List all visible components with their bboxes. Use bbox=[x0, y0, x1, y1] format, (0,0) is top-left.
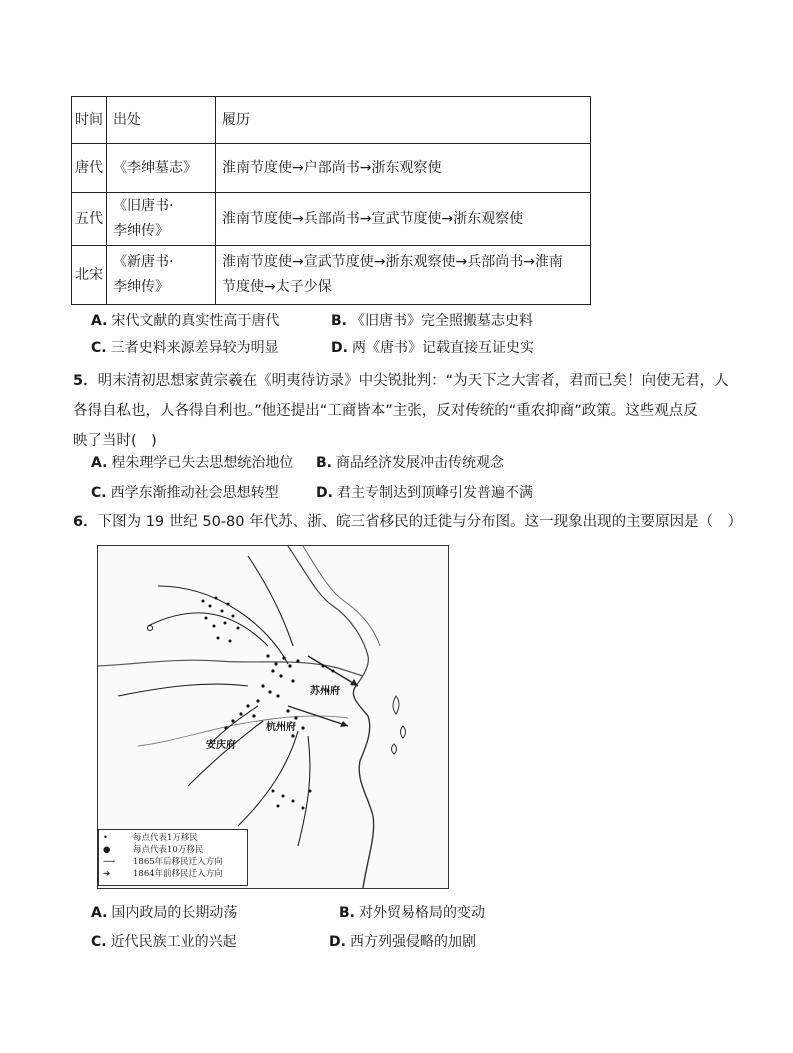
table-header-cell: 时间 bbox=[72, 97, 107, 144]
table-cell-career: 淮南节度使→户部尚书→浙东观察使 bbox=[216, 144, 591, 193]
q4-option-a[interactable]: A. 宋代文献的真实性高于唐代 bbox=[91, 313, 280, 329]
table-cell-source bbox=[107, 246, 216, 305]
legend-item: ● 每点代表10万移民 bbox=[103, 845, 204, 855]
q5-line-1: 5．明末清初思想家黄宗羲在《明夷待访录》中尖锐批判：“为天下之大害者，君而已矣！向使无君，人 bbox=[73, 373, 729, 389]
table-header-row bbox=[72, 97, 591, 144]
table-cell-period: 北宋 bbox=[72, 246, 107, 305]
career-line: 淮南节度使→宣武节度使→浙东观察使→兵部尚书→淮南 bbox=[222, 254, 563, 270]
label-hangzhou: 杭州府 bbox=[266, 722, 296, 733]
migration-map bbox=[97, 545, 449, 889]
q5-option-b[interactable]: B. 商品经济发展冲击传统观念 bbox=[316, 455, 504, 471]
q6-option-a[interactable]: A. 国内政局的长期动荡 bbox=[91, 905, 238, 921]
q4-option-c[interactable]: C. 三者史料来源差异较为明显 bbox=[91, 340, 279, 356]
legend-item: • 每点代表1万移民 bbox=[103, 833, 198, 843]
q4-option-b[interactable]: B. 《旧唐书》完全照搬墓志史料 bbox=[331, 313, 533, 329]
source-line: 李绅传》 bbox=[113, 279, 169, 295]
label-suzhou: 苏州府 bbox=[310, 686, 340, 697]
source-line: 《新唐书· bbox=[113, 254, 174, 270]
table-row bbox=[72, 144, 591, 193]
q6-option-c[interactable]: C. 近代民族工业的兴起 bbox=[91, 934, 237, 950]
table-row bbox=[72, 193, 591, 246]
map-legend bbox=[98, 829, 248, 886]
table-cell-career bbox=[216, 246, 591, 305]
q5-line-3: 映了当时( ) bbox=[73, 433, 157, 449]
table-cell-period: 唐代 bbox=[72, 144, 107, 193]
table-row bbox=[72, 246, 591, 305]
label-anqing: 安庆府 bbox=[206, 740, 236, 751]
legend-item: ⟶ 1865年后移民迁入方向 bbox=[103, 857, 223, 867]
source-line: 《旧唐书· bbox=[113, 198, 174, 214]
q5-line-2: 各得自私也，人各得自利也。”他还提出“工商皆本”主张，反对传统的“重农抑商”政策。这些观点反 bbox=[73, 403, 698, 419]
source-line: 李绅传》 bbox=[113, 223, 169, 239]
q5-option-a[interactable]: A. 程朱理学已失去思想统治地位 bbox=[91, 455, 294, 471]
question-6: 6．下图为 19 世纪 50-80 年代苏、浙、皖三省移民的迁徙与分布图。这一现象出现的主要原因是（ ） bbox=[73, 514, 743, 530]
table-cell-period: 五代 bbox=[72, 193, 107, 246]
history-table bbox=[71, 96, 591, 305]
q5-option-c[interactable]: C. 西学东渐推动社会思想转型 bbox=[91, 485, 279, 501]
table-cell-career: 淮南节度使→兵部尚书→宣武节度使→浙东观察使 bbox=[216, 193, 591, 246]
table-cell-source bbox=[107, 193, 216, 246]
career-line: 节度使→太子少保 bbox=[222, 279, 332, 295]
table-cell-source: 《李绅墓志》 bbox=[107, 144, 216, 193]
table-header-cell: 出处 bbox=[107, 97, 216, 144]
q4-option-d[interactable]: D. 两《唐书》记载直接互证史实 bbox=[331, 340, 534, 356]
q6-option-d[interactable]: D. 西方列强侵略的加剧 bbox=[329, 934, 476, 950]
question-5 bbox=[73, 366, 733, 456]
legend-item: ➔ 1864年前移民迁入方向 bbox=[103, 869, 223, 879]
q6-option-b[interactable]: B. 对外贸易格局的变动 bbox=[339, 905, 485, 921]
q5-option-d[interactable]: D. 君主专制达到顶峰引发普遍不满 bbox=[316, 485, 533, 501]
table-header-cell: 履历 bbox=[216, 97, 591, 144]
